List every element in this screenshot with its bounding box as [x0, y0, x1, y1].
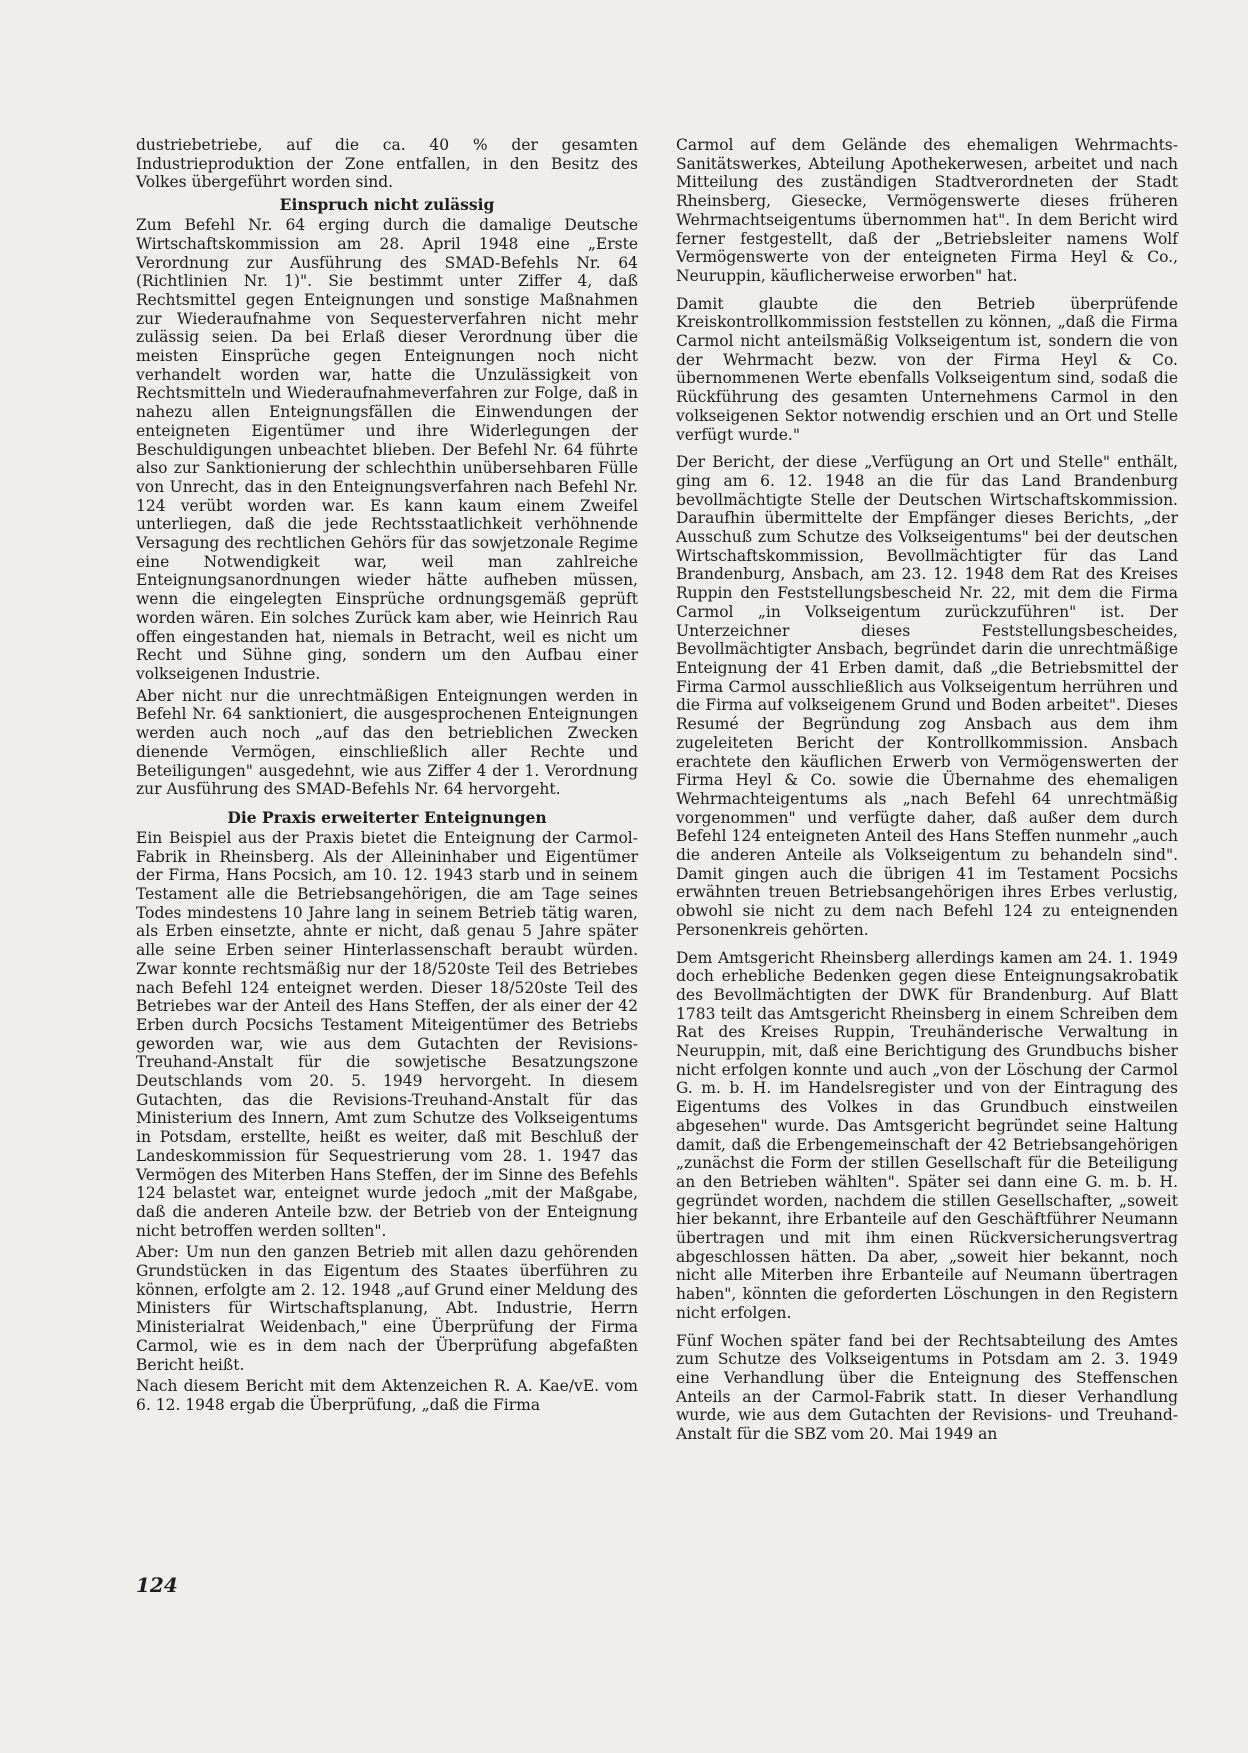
paragraph: Nach diesem Bericht mit dem Aktenzeichen R. A. Kae/vE. vom 6. 12. 1948 ergab die Überprüfung, „daß die Firma [136, 1377, 638, 1414]
left-column [136, 136, 638, 1418]
paragraph: Zum Befehl Nr. 64 erging durch die damalige Deutsche Wirtschaftskommission am 28. April 1948 eine „Erste Verordnung zur Ausführung des SMAD-Befehls Nr. 64 (Richtlinien Nr. 1)". Sie bestimmt unter Ziffer 4, daß Rechtsmittel gegen Enteignungen und sonstige Maßnahmen zur Wiederaufnahme von Sequesterverfahren nicht mehr zulässig seien. Da bei Erlaß dieser Verordnung über die meisten Einsprüche gegen Enteignungen noch nicht verhandelt worden war, hatte die Unzulässigkeit von Rechtsmitteln und Wiederaufnahmeverfahren zur Folge, daß in nahezu allen Enteignungsfällen die Einwendungen der enteigneten Eigentümer und ihre Widerlegungen der Beschuldigungen unbeachtet blieben. Der Befehl Nr. 64 führte also zur Sanktionierung der schlechthin unübersehbaren Fülle von Unrecht, das in den Enteignungsverfahren nach Befehl Nr. 124 verübt worden war. Es kann kaum einem Zweifel unterliegen, daß die jede Rechtsstaatlichkeit verhöhnende Versagung des rechtlichen Gehörs für das sowjetzonale Regime eine Notwendigkeit war, weil man zahlreiche Enteignungsanordnungen wieder hätte aufheben müssen, wenn die eingelegten Einsprüche ordnungsgemäß geprüft worden wären. Ein solches Zurück kam aber, wie Heinrich Rau offen eingestanden hat, niemals in Betracht, weil es nicht um Recht und Sühne ging, sondern um den Aufbau einer volkseigenen Industrie. [136, 216, 638, 683]
paragraph: Aber nicht nur die unrechtmäßigen Enteignungen werden in Befehl Nr. 64 sanktioniert, die ausgesprochenen Enteignungen werden auch noch „auf das den betrieblichen Zwecken dienende Vermögen, einschließlich aller Rechte und Beteiligungen" ausgedehnt, wie aus Ziffer 4 der 1. Verordnung zur Ausführung des SMAD-Befehls Nr. 64 hervorgeht. [136, 686, 638, 799]
paragraph: Damit glaubte die den Betrieb überprüfende Kreiskontrollkommission feststellen zu können, „daß die Firma Carmol nicht anteilsmäßig Volkseigentum ist, sondern die von der Wehrmacht bezw. von der Firma Heyl & Co. übernommenen Werte ebenfalls Volkseigentum sind, sodaß die Rückführung des gesamten Unternehmens Carmol in den volkseigenen Sektor notwendig erschien und an Ort und Stelle verfügt wurde." [676, 294, 1178, 444]
section-heading: Einspruch nicht zulässig [279, 195, 495, 215]
paragraph: Ein Beispiel aus der Praxis bietet die Enteignung der Carmol-Fabrik in Rheinsberg. Als der Alleininhaber und Eigentümer der Firma, Hans Pocsich, am 10. 12. 1943 starb und in seinem Testament alle die Betriebsangehörigen, die am Tage seines Todes mindestens 10 Jahre lang in seinem Betrieb tätig waren, als Erben einsetzte, ahnte er nicht, daß genau 5 Jahre später alle seine Erben seiner Hinterlassenschaft beraubt würden. Zwar konnte rechtsmäßig nur der 18/520ste Teil des Betriebes nach Befehl 124 enteignet werden. Dieser 18/520ste Teil des Betriebes war der Anteil des Hans Steffen, der als einer der 42 Erben durch Pocsichs Testament Miteigentümer des Betriebs geworden war, wie aus dem Gutachten der Revisions-Treuhand-Anstalt für die sowjetische Besatzungszone Deutschlands vom 20. 5. 1949 hervorgeht. In diesem Gutachten, das die Revisions-Treuhand-Anstalt für das Ministerium des Innern, Amt zum Schutze des Volkseigentums in Potsdam, erstellte, heißt es weiter, daß mit Beschluß der Landeskommission für Sequestrierung vom 28. 1. 1947 das Vermögen des Miterben Hans Steffen, der im Sinne des Befehls 124 belastet war, enteignet wurde jedoch „mit der Maßgabe, daß die anderen Anteile bzw. der Betrieb von der Enteignung nicht betroffen werden sollten". [136, 828, 638, 1240]
paragraph: Aber: Um nun den ganzen Betrieb mit allen dazu gehörenden Grundstücken in das Eigentum des Staates überführen zu können, erfolgte am 2. 12. 1948 „auf Grund einer Meldung des Ministers für Wirtschaftsplanung, Abt. Industrie, Herrn Ministerialrat Weidenbach," eine Überprüfung der Firma Carmol, wie es in dem nach der Überprüfung abgefaßten Bericht heißt. [136, 1243, 638, 1374]
paragraph: Fünf Wochen später fand bei der Rechtsabteilung des Amtes zum Schutze des Volkseigentums in Potsdam am 2. 3. 1949 eine Verhandlung über die Enteignung des Steffenschen Anteils an der Carmol-Fabrik statt. In dieser Verhandlung wurde, wie aus dem Gutachten der Revisions- und Treuhand-Anstalt für die SBZ vom 20. Mai 1949 an [676, 1331, 1178, 1444]
right-column [676, 136, 1178, 1447]
section-heading: Die Praxis erweiterter Enteignungen [227, 807, 547, 827]
paragraph: Der Bericht, der diese „Verfügung an Ort und Stelle" enthält, ging am 6. 12. 1948 an die für das Land Brandenburg bevollmächtigte Stelle der Deutschen Wirtschaftskommission. Daraufhin übermittelte der Empfänger dieses Berichts, „der Ausschuß zum Schutze des Volkseigentums" bei der deutschen Wirtschaftskommission, Bevollmächtigter für das Land Brandenburg, Ansbach, am 23. 12. 1948 dem Rat des Kreises Ruppin den Feststellungsbescheid Nr. 22, mit dem die Firma Carmol „in Volkseigentum zurückzuführen" ist. Der Unterzeichner dieses Feststellungsbescheides, Bevollmächtigter Ansbach, begründet darin die unrechtmäßige Enteignung der 41 Erben damit, daß „die Betriebsmittel der Firma Carmol ausschließlich aus Volkseigentum herrühren und die Firma auf volkseigenem Grund und Boden arbeitet". Dieses Resumé der Begründung zog Ansbach aus dem ihm zugeleiteten Bericht der Kontrollkommission. Ansbach erachtete den käuflichen Erwerb von Vermögenswerten der Firma Heyl & Co. sowie die Übernahme des ehemaligen Wehrmachteigentums als „nach Befehl 64 unrechtmäßig vorgenommen" und verfügte daher, daß außer dem durch Befehl 124 enteigneten Anteil des Hans Steffen nunmehr „auch die anderen Anteile als Volkseigentum zu behandeln sind". Damit gingen auch die übrigen 41 im Testament Pocsichs erwähnten treuen Betriebsangehörigen ihres Erbes verlustig, obwohl sie nicht zu dem nach Befehl 124 zu enteignenden Personenkreis gehörten. [676, 453, 1178, 939]
paragraph: dustriebetriebe, auf die ca. 40 % der gesamten Industrieproduktion der Zone entfallen, in den Besitz des Volkes übergeführt worden sind. [136, 136, 638, 192]
page-number: 124 [136, 1573, 178, 1597]
paragraph: Carmol auf dem Gelände des ehemaligen Wehrmachts-Sanitätswerkes, Abteilung Apothekerwesen, arbeitet und nach Mitteilung des zuständigen Stadtverordneten der Stadt Rheinsberg, Giesecke, Vermögenswerte dieses früheren Wehrmachtseigentums übernommen hat". In dem Bericht wird ferner festgestellt, daß der „Betriebsleiter namens Wolf Vermögenswerte von der enteigneten Firma Heyl & Co., Neuruppin, käuflicherweise erworben" hat. [676, 136, 1178, 285]
paragraph: Dem Amtsgericht Rheinsberg allerdings kamen am 24. 1. 1949 doch erhebliche Bedenken gegen diese Enteignungsakrobatik des Bevollmächtigten der DWK für Brandenburg. Auf Blatt 1783 teilt das Amtsgericht Rheinsberg in einem Schreiben dem Rat des Kreises Ruppin, Treuhänderische Verwaltung in Neuruppin, mit, daß eine Berichtigung des Grundbuchs bisher nicht erfolgen konnte und auch „von der Löschung der Carmol G. m. b. H. im Handelsregister und von der Eintragung des Eigentums des Volkes in das Grundbuch einstweilen abgesehen" wurde. Das Amtsgericht begründet seine Haltung damit, daß die Erbengemeinschaft der 42 Betriebsangehörigen „zunächst die Form der stillen Gesellschaft für die Beteiligung an den Betrieben wählten". Später sei dann eine G. m. b. H. gegründet worden, nachdem die stillen Gesellschafter, „soweit hier bekannt, ihre Erbanteile auf den Geschäftführer Neumann übertragen und mit ihm einen Rückversicherungsvertrag abgeschlossen hätten. Da aber, „soweit hier bekannt, noch nicht alle Miterben ihre Erbanteile auf Neumann übertragen haben", könnten die geforderten Löschungen in den Registern nicht erfolgen. [676, 948, 1178, 1322]
